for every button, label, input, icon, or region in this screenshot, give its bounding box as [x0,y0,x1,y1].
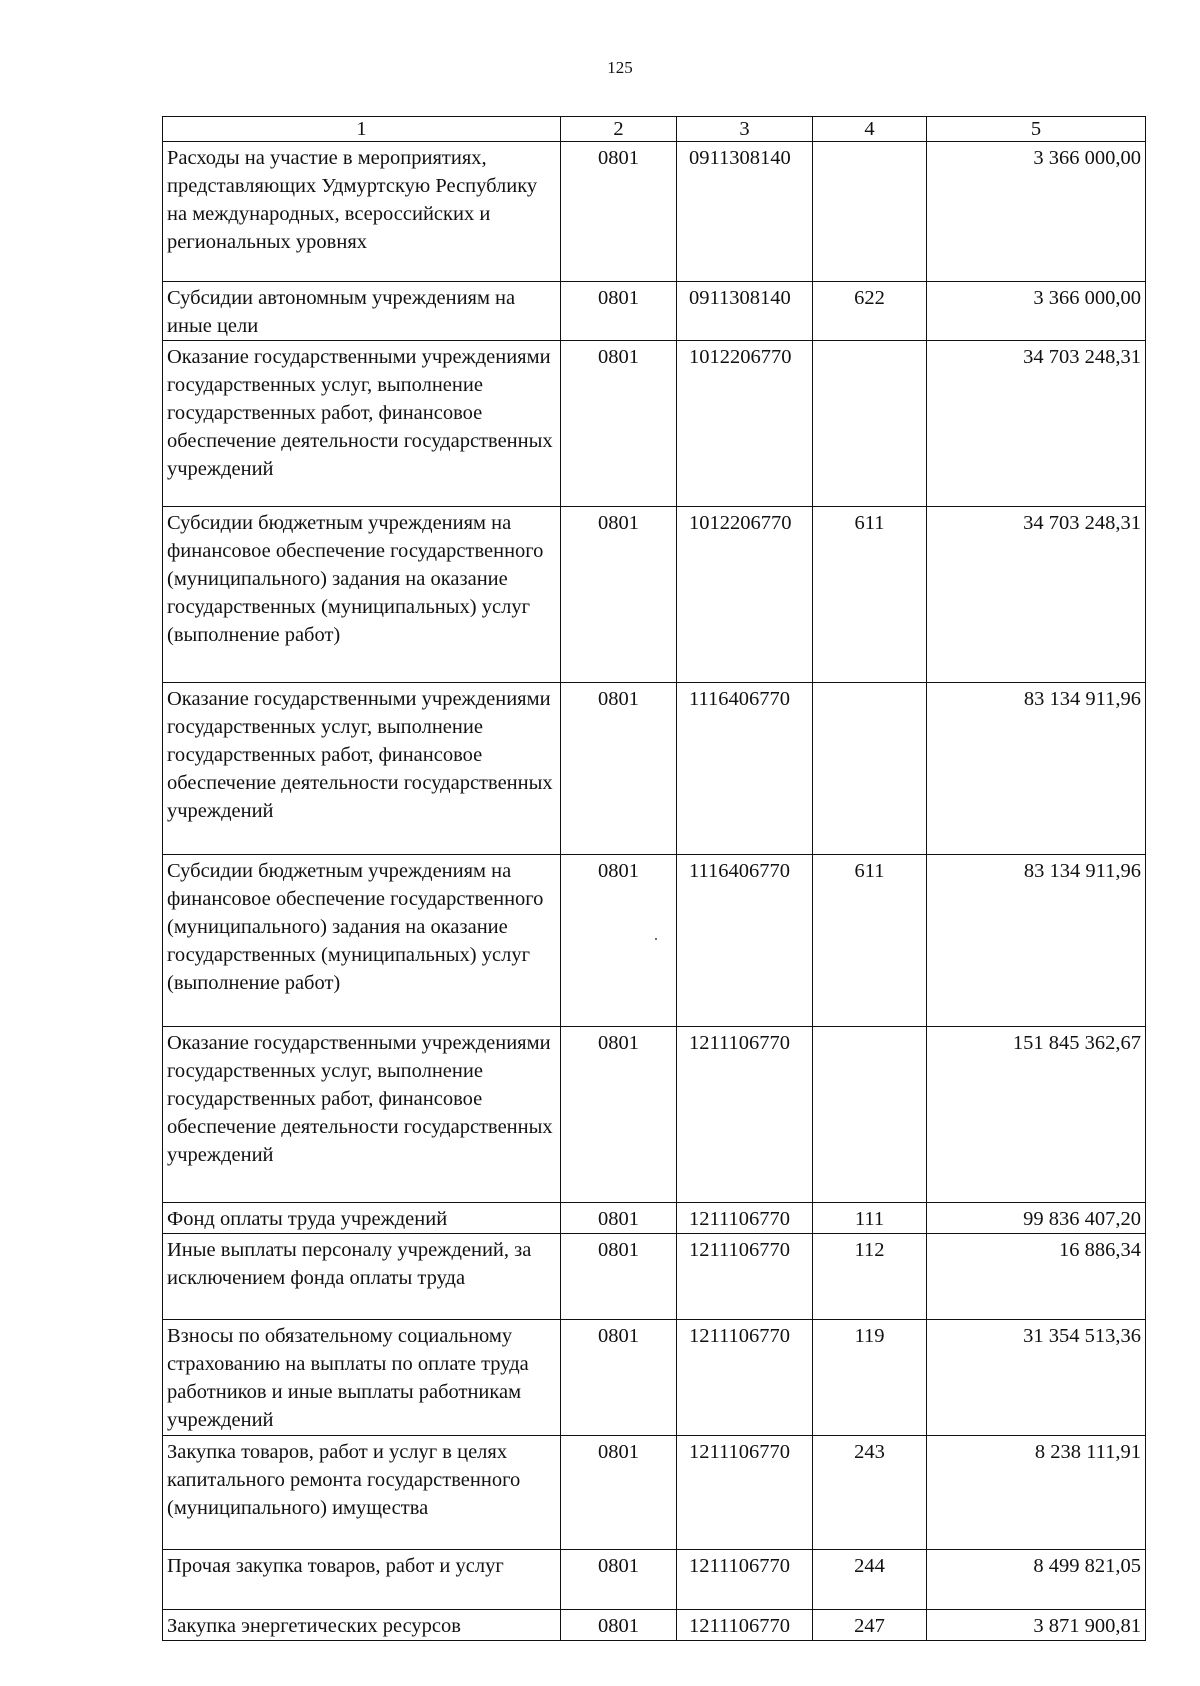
row-name: Закупка товаров, работ и услуг в целях капитального ремонта государственного (муниципального) имущества [163,1436,561,1550]
row-amount: 34 703 248,31 [927,507,1146,683]
table-row [163,341,1146,507]
row-amount: 8 499 821,05 [927,1550,1146,1610]
table-header-row [163,117,1146,142]
row-target: 1211106770 [677,1550,813,1610]
column-header-3: 3 [677,117,813,142]
row-type: 244 [813,1550,927,1610]
table-row [163,1203,1146,1234]
row-name: Фонд оплаты труда учреждений [163,1203,561,1234]
row-section: 0801 [561,142,677,282]
row-section: 0801 [561,1436,677,1550]
budget-table [162,116,1146,1641]
row-type: 247 [813,1610,927,1641]
row-section: 0801 [561,1203,677,1234]
row-target: 1211106770 [677,1027,813,1203]
row-section: 0801 [561,683,677,855]
row-name: Закупка энергетических ресурсов [163,1610,561,1641]
row-type: 243 [813,1436,927,1550]
row-section: 0801 [561,282,677,341]
row-name: Субсидии бюджетным учреждениям на финансовое обеспечение государственного (муниципального) задания на оказание государственных (муниципальных) услуг (выполнение работ) [163,507,561,683]
row-type [813,341,927,507]
row-type: 119 [813,1320,927,1436]
row-target: 1116406770 [677,683,813,855]
row-amount: 83 134 911,96 [927,683,1146,855]
row-target: 1012206770 [677,507,813,683]
table-row [163,1027,1146,1203]
row-name: Расходы на участие в мероприятиях, представляющих Удмуртскую Республику на международных, всероссийских и региональных уровнях [163,142,561,282]
row-type [813,1027,927,1203]
row-target: 1116406770 [677,855,813,1027]
table-row [163,1320,1146,1436]
row-type [813,142,927,282]
row-target: 0911308140 [677,282,813,341]
column-header-2: 2 [561,117,677,142]
page-number: 125 [607,58,633,77]
row-type [813,683,927,855]
table-row [163,683,1146,855]
row-section: 0801 [561,507,677,683]
row-target: 1211106770 [677,1320,813,1436]
row-amount: 83 134 911,96 [927,855,1146,1027]
row-target: 1211106770 [677,1203,813,1234]
row-name: Иные выплаты персоналу учреждений, за исключением фонда оплаты труда [163,1234,561,1320]
table-row [163,507,1146,683]
row-name: Субсидии бюджетным учреждениям на финансовое обеспечение государственного (муниципального) задания на оказание государственных (муниципальных) услуг (выполнение работ) [163,855,561,1027]
row-amount: 3 871 900,81 [927,1610,1146,1641]
row-amount: 151 845 362,67 [927,1027,1146,1203]
table-row [163,1550,1146,1610]
row-section: 0801 [561,1234,677,1320]
row-section: 0801 [561,1550,677,1610]
table-row [163,1436,1146,1550]
scan-speck [655,938,657,940]
row-type: 611 [813,507,927,683]
table-row [163,142,1146,282]
row-type: 622 [813,282,927,341]
row-section: 0801 [561,855,677,1027]
row-amount: 34 703 248,31 [927,341,1146,507]
row-name: Оказание государственными учреждениями государственных услуг, выполнение государственных работ, финансовое обеспечение деятельности государственных учреждений [163,1027,561,1203]
table-row [163,1234,1146,1320]
row-amount: 8 238 111,91 [927,1436,1146,1550]
row-target: 1012206770 [677,341,813,507]
row-section: 0801 [561,1320,677,1436]
row-section: 0801 [561,1027,677,1203]
row-name: Оказание государственными учреждениями государственных услуг, выполнение государственных работ, финансовое обеспечение деятельности государственных учреждений [163,341,561,507]
row-type: 611 [813,855,927,1027]
table-row [163,1610,1146,1641]
column-header-4: 4 [813,117,927,142]
table-row [163,282,1146,341]
row-name: Субсидии автономным учреждениям на иные цели [163,282,561,341]
row-amount: 99 836 407,20 [927,1203,1146,1234]
row-amount: 31 354 513,36 [927,1320,1146,1436]
row-type: 112 [813,1234,927,1320]
row-target: 1211106770 [677,1610,813,1641]
column-header-5: 5 [927,117,1146,142]
row-target: 0911308140 [677,142,813,282]
row-amount: 3 366 000,00 [927,282,1146,341]
row-name: Прочая закупка товаров, работ и услуг [163,1550,561,1610]
row-section: 0801 [561,341,677,507]
row-target: 1211106770 [677,1234,813,1320]
table-row [163,855,1146,1027]
row-name: Оказание государственными учреждениями государственных услуг, выполнение государственных работ, финансовое обеспечение деятельности государственных учреждений [163,683,561,855]
row-amount: 16 886,34 [927,1234,1146,1320]
row-amount: 3 366 000,00 [927,142,1146,282]
row-name: Взносы по обязательному социальному страхованию на выплаты по оплате труда работников и иные выплаты работникам учреждений [163,1320,561,1436]
row-type: 111 [813,1203,927,1234]
column-header-1: 1 [163,117,561,142]
row-section: 0801 [561,1610,677,1641]
row-target: 1211106770 [677,1436,813,1550]
